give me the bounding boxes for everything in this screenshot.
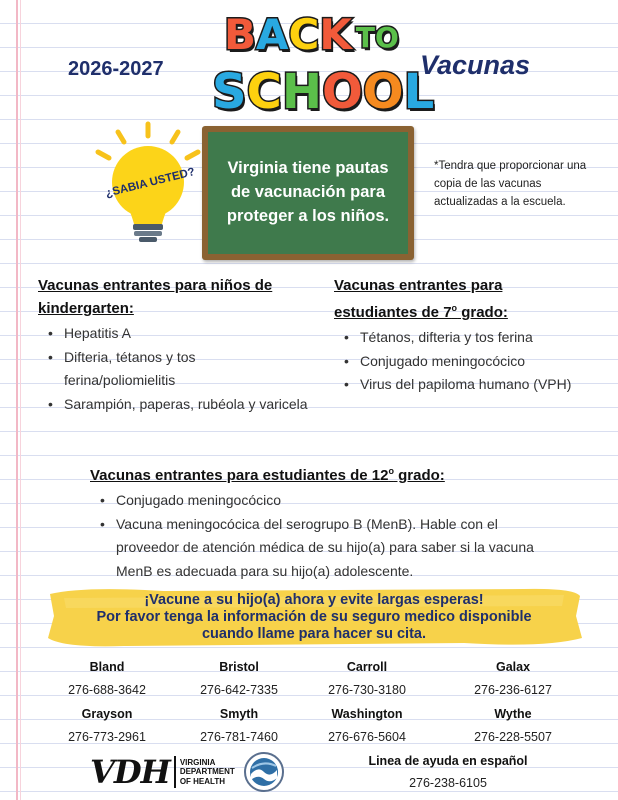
school-year: 2026-2027 [68, 58, 164, 80]
office-phone: 276-688-3642 [68, 683, 146, 697]
office-phone: 276-730-3180 [328, 683, 406, 697]
grade7-title-line1: Vacunas entrantes para [334, 277, 503, 294]
grade7-title-text: estudiantes de 7 [334, 304, 452, 321]
kindergarten-title-line1: Vacunas entrantes para niños de [38, 277, 273, 294]
vdh-logo-line: OF HEALTH [179, 776, 225, 786]
grade7-section [334, 274, 594, 397]
list-item: • Conjugado meningocócico [90, 489, 540, 513]
office-galax [458, 658, 568, 699]
office-name: Bristol [219, 660, 259, 674]
notebook-margin-line-secondary [20, 0, 21, 800]
logo-letter: O [321, 64, 363, 120]
kindergarten-section [38, 274, 308, 416]
list-item: • Tétanos, difteria y tos ferina [334, 326, 594, 350]
banner-text [44, 592, 584, 643]
logo-letter: TO [355, 21, 399, 54]
office-bland [52, 658, 162, 699]
office-name: Grayson [81, 707, 133, 721]
office-phone: 276-642-7335 [200, 683, 278, 697]
call-to-action-banner [44, 586, 584, 648]
list-item: • Vacuna meningocócica del serogrupo B (MenB). Hable con el proveedor de atención médica de su hijo(a) para saber si la vacuna MenB es adecuada para su hijo(a) adolescente. [90, 513, 540, 584]
chalkboard-text: Virginia tiene pautas de vacunación para proteger a los niños. [208, 132, 408, 254]
office-name: Wythe [494, 707, 532, 721]
banner-line1: ¡Vacune a su hijo(a) ahora y evite largas esperas! [144, 592, 484, 608]
office-name: Galax [495, 660, 531, 674]
vdh-logo-mark: VDH [90, 753, 170, 791]
list-item: • Difteria, tétanos y tos ferina/poliomielitis [38, 346, 308, 393]
office-name: Carroll [346, 660, 388, 674]
logo-letter: K [319, 10, 352, 59]
logo-letter: H [281, 64, 322, 120]
office-phone: 276-773-2961 [68, 730, 146, 744]
office-name: Bland [89, 660, 125, 674]
lightbulb-icon [88, 120, 208, 245]
page-title: Vacunas [420, 50, 531, 80]
vdh-logo-text [180, 758, 235, 787]
help-line-phone: 276-238-6105 [409, 776, 487, 790]
health-district-seal-icon [244, 752, 284, 792]
list-item: • Sarampión, paperas, rubéola y varicela [38, 393, 308, 417]
logo-letter: L [403, 64, 435, 120]
notebook-margin-line [16, 0, 18, 800]
logo-letter: C [288, 10, 320, 59]
grade12-title-suffix: grado: [393, 467, 445, 484]
logo-letter: B [224, 10, 257, 59]
office-name: Smyth [219, 707, 259, 721]
office-bristol [184, 658, 294, 699]
logo-letter: C [246, 64, 282, 120]
did-you-know-badge: ¿SABIA USTED? [104, 166, 197, 200]
chalkboard [202, 126, 414, 260]
banner-line3: cuando llame para hacer su cita. [201, 626, 427, 642]
vdh-logo-line: VIRGINIA [179, 757, 216, 767]
office-phone: 276-228-5507 [474, 730, 552, 744]
grade12-title-text: Vacunas entrantes para estudiantes de 12 [90, 467, 389, 484]
office-grayson [52, 705, 162, 746]
grade7-title-suffix: grado: [457, 304, 508, 321]
back-to-school-logo [210, 6, 435, 124]
office-phone: 276-236-6127 [474, 683, 552, 697]
logo-letter: S [212, 64, 247, 120]
banner-line2: Por favor tenga la información de su seguro medico disponible [96, 609, 532, 625]
grade12-section [90, 460, 540, 583]
list-item: • Virus del papiloma humano (VPH) [334, 373, 594, 397]
kindergarten-title-line2: kindergarten: [38, 300, 134, 317]
grade7-vaccine-list [334, 326, 594, 397]
office-wythe [458, 705, 568, 746]
logo-letter: O [362, 64, 404, 120]
vdh-logo-line: DEPARTMENT [179, 767, 235, 777]
spanish-help-line [358, 752, 538, 792]
requirement-note: *Tendra que proporcionar una copia de las vacunas actualizadas a la escuela. [434, 160, 587, 208]
grade12-title-superscript: o [388, 466, 394, 476]
vdh-logo [90, 752, 235, 792]
office-phone: 276-781-7460 [200, 730, 278, 744]
logo-letter: A [256, 10, 289, 59]
office-washington [312, 705, 422, 746]
help-line-title: Linea de ayuda en español [368, 754, 528, 768]
office-carroll [312, 658, 422, 699]
grade12-vaccine-list [90, 489, 540, 583]
office-name: Washington [331, 707, 403, 721]
vdh-logo-divider [174, 756, 176, 788]
grade7-title-superscript: o [451, 303, 458, 313]
list-item: • Hepatitis A [38, 322, 308, 346]
grade12-title [90, 460, 540, 487]
list-item: • Conjugado meningocócico [334, 350, 594, 374]
office-smyth [184, 705, 294, 746]
grade7-title-line2 [334, 297, 594, 324]
kindergarten-vaccine-list [38, 322, 308, 416]
office-phone: 276-676-5604 [328, 730, 406, 744]
